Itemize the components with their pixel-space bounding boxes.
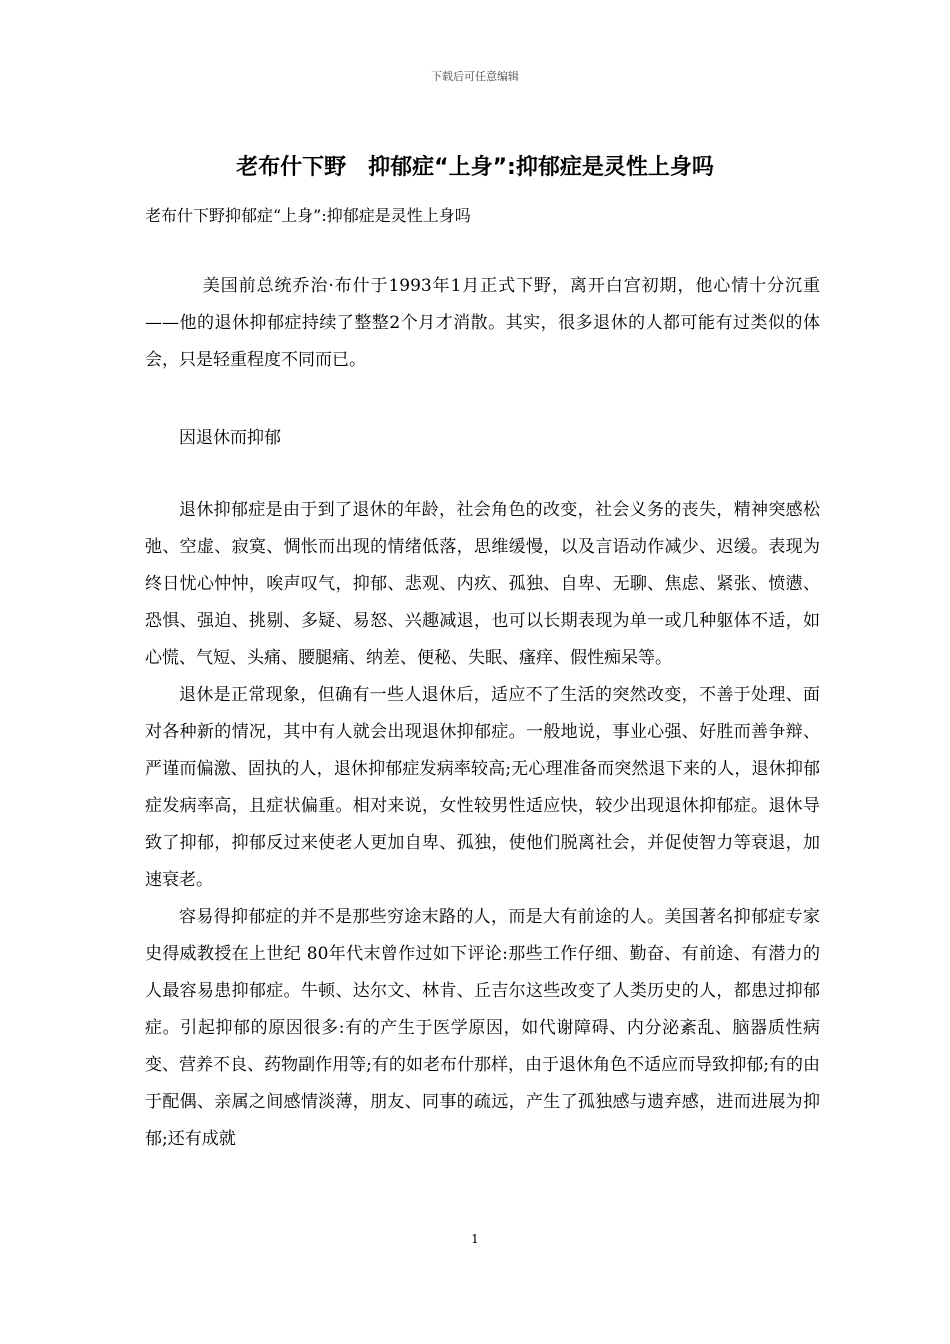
intro-paragraph: 美国前总统乔治·布什于1993年1月正式下野，离开白宫初期，他心情十分沉重——他的退休抑郁症持续了整整2个月才消散。其实，很多退休的人都可能有过类似的体会，只是轻重程度不同而已。	[145, 276, 820, 370]
body-paragraph-1: 退休抑郁症是由于到了退休的年龄，社会角色的改变，社会义务的丧失，精神突感松弛、空虚、寂寞、惆怅而出现的情绪低落，思维缓慢，以及言语动作减少、迟缓。表现为终日忧心忡忡，唉声叹气，抑郁、悲观、内疚、孤独、自卑、无聊、焦虑、紧张、愤懑、恐惧、强迫、挑剔、多疑、易怒、兴趣减退，也可以长期表现为单一或几种躯体不适，如心慌、气短、头痛、腰腿痛、纳差、便秘、失眠、瘙痒、假性痴呆等。	[145, 500, 820, 668]
document-title: 老布什下野 抑郁症“上身”:抑郁症是灵性上身吗	[236, 155, 714, 180]
section-heading-block	[145, 420, 820, 457]
body-block	[145, 492, 820, 1158]
header-note: 下载后可任意编辑	[431, 70, 519, 83]
section-heading: 因退休而抑郁	[179, 428, 281, 448]
body-paragraph-3: 容易得抑郁症的并不是那些穷途末路的人，而是大有前途的人。美国著名抑郁症专家史得威教授在上世纪 80年代末曾作过如下评论:那些工作仔细、勤奋、有前途、有潜力的人最容易患抑郁症。牛顿、达尔文、林肯、丘吉尔这些改变了人类历史的人，都患过抑郁症。引起抑郁的原因很多:有的产生于医学原因，如代谢障碍、内分泌紊乱、脑器质性病变、营养不良、药物副作用等;有的如老布什那样，由于退休角色不适应而导致抑郁;有的由于配偶、亲属之间感情淡薄，朋友、同事的疏远，产生了孤独感与遗弃感，进而进展为抑郁;还有成就	[145, 907, 820, 1149]
body-paragraph-2: 退休是正常现象，但确有一些人退休后，适应不了生活的突然改变，不善于处理、面对各种新的情况，其中有人就会出现退休抑郁症。一般地说，事业心强、好胜而善争辩、严谨而偏激、固执的人，退休抑郁症发病率较高;无心理准备而突然退下来的人，退休抑郁症发病率高，且症状偏重。相对来说，女性较男性适应快，较少出现退休抑郁症。退休导致了抑郁，抑郁反过来使老人更加自卑、孤独，使他们脱离社会，并促使智力等衰退，加速衰老。	[145, 685, 820, 890]
intro-block	[145, 268, 820, 379]
page-number: 1	[471, 1232, 479, 1246]
document-subtitle: 老布什下野抑郁症“上身”:抑郁症是灵性上身吗	[145, 206, 471, 225]
